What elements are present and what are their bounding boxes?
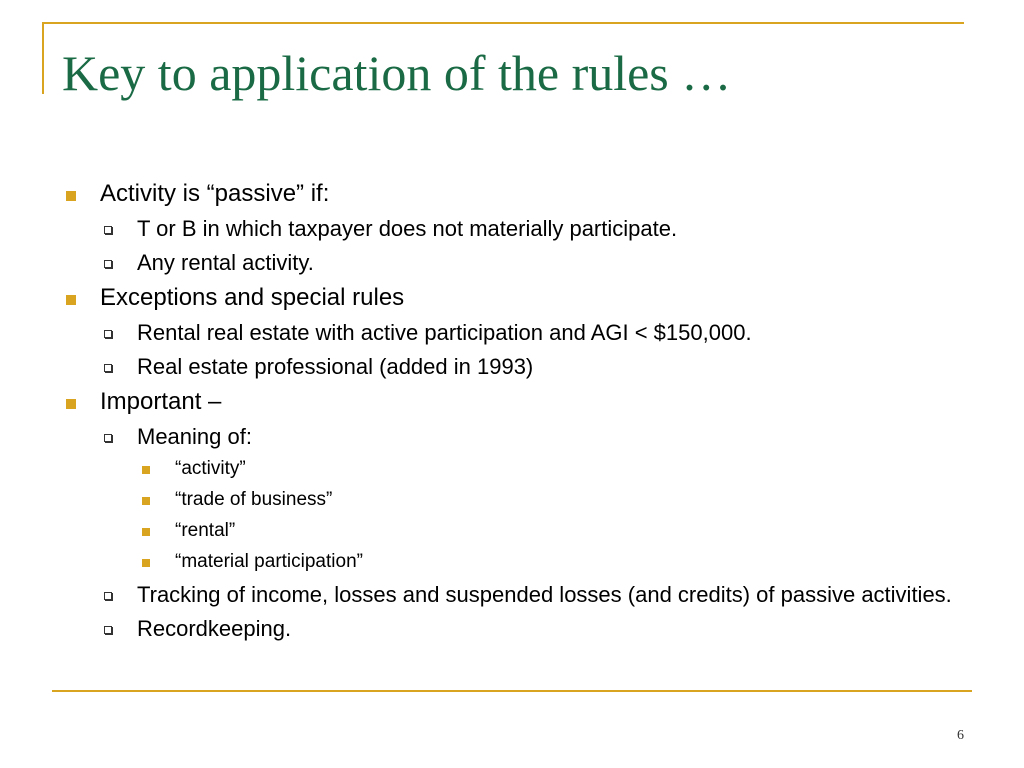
hollow-box-bullet-icon — [104, 434, 112, 442]
hollow-box-bullet-icon — [104, 226, 112, 234]
hollow-box-bullet-icon — [104, 364, 112, 372]
sub-bullet-item — [62, 422, 974, 452]
square-bullet-icon — [66, 191, 76, 201]
square-bullet-icon — [66, 399, 76, 409]
sub-sub-bullet-item — [62, 456, 974, 482]
hollow-box-bullet-icon — [104, 330, 112, 338]
sub-bullet-text: Meaning of: — [137, 424, 252, 449]
page-number: 6 — [957, 728, 964, 743]
square-bullet-icon — [66, 295, 76, 305]
sub-bullet-text: T or B in which taxpayer does not materially participate. — [137, 216, 678, 241]
hollow-box-bullet-icon — [104, 260, 112, 268]
sub-bullet-text: Tracking of income, losses and suspended losses (and credits) of passive activities. — [137, 582, 952, 607]
sub-bullet-item — [62, 614, 974, 644]
sub-bullet-item — [62, 580, 974, 610]
small-square-bullet-icon — [142, 528, 150, 536]
bullet-list — [62, 178, 974, 648]
sub-bullet-text: Rental real estate with active participation and AGI < $150,000. — [137, 320, 752, 345]
sub-bullet-item — [62, 318, 974, 348]
sub-sub-bullet-text: “trade of business” — [175, 489, 333, 510]
sub-sub-bullet-text: “activity” — [175, 458, 246, 479]
sub-sub-bullet-item — [62, 487, 974, 513]
hollow-box-bullet-icon — [104, 626, 112, 634]
sub-sub-bullet-text: “rental” — [175, 520, 236, 541]
bullet-item — [62, 386, 974, 418]
bullet-text: Important – — [100, 388, 222, 415]
small-square-bullet-icon — [142, 497, 150, 505]
sub-bullet-text: Any rental activity. — [137, 250, 314, 275]
bullet-item — [62, 178, 974, 210]
sub-bullet-item — [62, 248, 974, 278]
sub-sub-bullet-text: “material participation” — [175, 551, 363, 572]
small-square-bullet-icon — [142, 466, 150, 474]
footer-divider — [52, 690, 972, 692]
hollow-box-bullet-icon — [104, 592, 112, 600]
frame-top-line — [42, 22, 964, 24]
sub-sub-bullet-item — [62, 549, 974, 575]
bullet-text: Activity is “passive” if: — [100, 180, 330, 207]
frame-left-line — [42, 22, 44, 94]
sub-bullet-item — [62, 214, 974, 244]
slide-title: Key to application of the rules … — [62, 45, 732, 101]
sub-bullet-text: Recordkeeping. — [137, 616, 292, 641]
sub-bullet-item — [62, 352, 974, 382]
small-square-bullet-icon — [142, 559, 150, 567]
sub-sub-bullet-item — [62, 518, 974, 544]
bullet-text: Exceptions and special rules — [100, 284, 405, 311]
sub-bullet-text: Real estate professional (added in 1993) — [137, 354, 534, 379]
bullet-item — [62, 282, 974, 314]
